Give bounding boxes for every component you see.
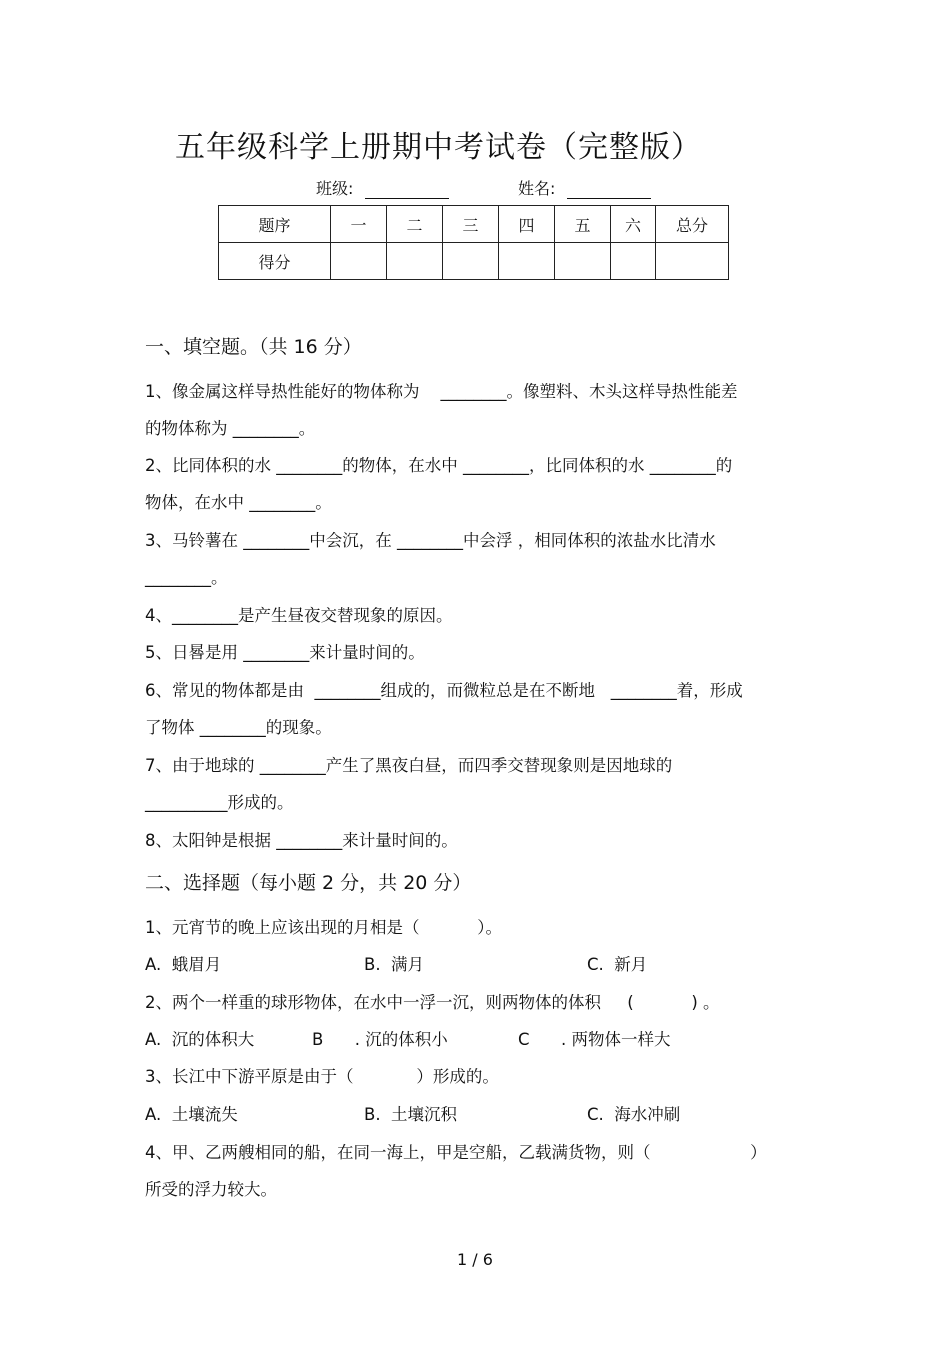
option-b: B. 满月 [364, 955, 425, 974]
question-line: 7、由于地球的 ________产生了黑夜白昼，而四季交替现象则是因地球的 [145, 756, 673, 775]
question-line: 1、元宵节的晚上应该出现的月相是（ ）。 [145, 918, 502, 937]
score-cell [656, 243, 729, 280]
score-header-cell: 三 [443, 206, 499, 243]
name-label: 姓名: [518, 179, 556, 198]
option-a: A. 土壤流失 [145, 1105, 238, 1124]
score-table-score-row [219, 243, 729, 280]
score-cell [499, 243, 555, 280]
question-line: 了物体 ________的现象。 [145, 718, 332, 737]
question-line: 所受的浮力较大。 [145, 1180, 277, 1199]
question-line: 2、比同体积的水 ________的物体，在水中 ________，比同体积的水 ________的 [145, 456, 733, 475]
question-line: 3、马铃薯在 ________中会沉，在 ________中会浮 ，相同体积的浓盐水比清水 [145, 531, 716, 550]
question-line: 6、常见的物体都是由 ________组成的，而微粒总是在不断地 ________着，形成 [145, 681, 743, 700]
section1-heading: 一、填空题。（共 16 分） [145, 336, 362, 358]
name-field [518, 176, 651, 199]
question-line: 3、长江中下游平原是由于（ ）形成的。 [145, 1067, 499, 1086]
section2-heading: 二、选择题（每小题 2 分，共 20 分） [145, 872, 472, 894]
score-header-cell: 五 [555, 206, 611, 243]
page-title: 五年级科学上册期中考试卷（完整版） [175, 130, 702, 165]
question-line: 2、两个一样重的球形物体，在水中一浮一沉，则两物体的体积 ( ) 。 [145, 993, 720, 1012]
score-header-cell: 二 [387, 206, 443, 243]
score-cell [387, 243, 443, 280]
question-line: 1、像金属这样导热性能好的物体称为 ________。像塑料、木头这样导热性能差 [145, 382, 738, 401]
option-c: C . 两物体一样大 [518, 1030, 671, 1049]
class-blank [365, 182, 449, 199]
score-cell [555, 243, 611, 280]
score-cell [331, 243, 387, 280]
question-line: 4、甲、乙两艘相同的船，在同一海上，甲是空船，乙载满货物，则（ ） [145, 1143, 767, 1162]
question-line: 的物体称为 ________。 [145, 419, 316, 438]
option-b: B. 土壤沉积 [364, 1105, 458, 1124]
question-line: ________。 [145, 568, 228, 587]
score-table-header-row [219, 206, 729, 243]
question-line: 5、日晷是用 ________来计量时间的。 [145, 643, 425, 662]
name-blank [567, 182, 651, 199]
question-line: 物体，在水中 ________。 [145, 493, 332, 512]
question-line: __________形成的。 [145, 793, 294, 812]
question-line: 8、太阳钟是根据 ________来计量时间的。 [145, 831, 458, 850]
score-cell [443, 243, 499, 280]
score-table [218, 205, 729, 280]
option-a: A. 蛾眉月 [145, 955, 222, 974]
page-number: 1 / 6 [457, 1250, 493, 1269]
score-header-cell: 总分 [656, 206, 729, 243]
option-c: C. 海水冲刷 [587, 1105, 681, 1124]
option-c: C. 新月 [587, 955, 648, 974]
score-header-cell: 题序 [219, 206, 331, 243]
class-label: 班级: [316, 179, 354, 198]
question-line: 4、________是产生昼夜交替现象的原因。 [145, 606, 453, 625]
score-header-cell: 四 [499, 206, 555, 243]
score-header-cell: 一 [331, 206, 387, 243]
score-header-cell: 六 [611, 206, 656, 243]
class-field [316, 176, 449, 199]
score-row-label: 得分 [219, 243, 331, 280]
score-cell [611, 243, 656, 280]
option-a: A. 沉的体积大 [145, 1030, 255, 1049]
option-b: B . 沉的体积小 [312, 1030, 448, 1049]
